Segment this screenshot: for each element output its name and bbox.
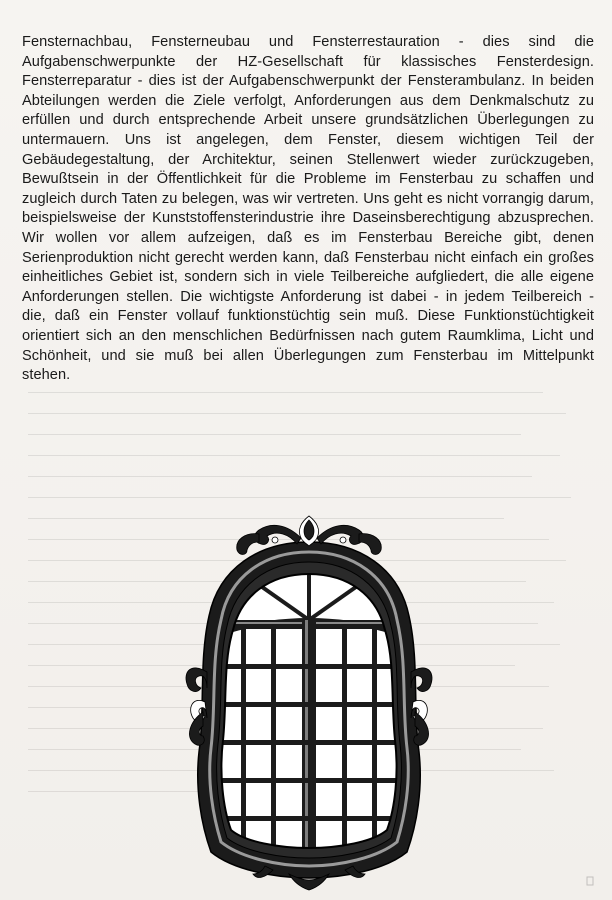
paragraph-line: Anforderungen stellen. Die wichtigste Anforderung ist dabei - in jedem Teilbereich -: [22, 288, 594, 305]
paragraph-line: Fensternachbau, Fensterneubau und Fensterrestauration - dies sind die: [22, 34, 594, 50]
paragraph-line: Wir wollen vor allem aufzeigen, daß es im Fensterbau Bereiche gibt, denen: [22, 229, 594, 246]
paragraph-line: erfüllen und durch entsprechende Arbeit unsere grundsätzlichen Überlegungen zu: [22, 112, 594, 129]
paragraph-line: stehen.: [22, 367, 71, 384]
paragraph-line: die, daß ein Fenster vollauf funktionstüchtig sein muß. Diese Funktionstüchtigkeit: [22, 308, 594, 325]
paragraph-line: Fensterreparatur - dies ist der Aufgabenschwerpunkt der Fensterambulanz. In beiden: [22, 73, 594, 90]
paragraph-line: Gebäudegestaltung, der Architektur, seinen Stellenwert wieder zurückzugeben,: [22, 151, 594, 168]
paragraph-line: Aufgabenschwerpunkte der HZ-Gesellschaft für klassisches Fensterdesign.: [22, 53, 594, 70]
paragraph-line: Bewußtsein in der Öffentlichkeit für die Probleme im Fensterbau zu schaffen und: [22, 171, 594, 188]
baroque-window-ornament: [183, 512, 435, 892]
paragraph-line: untermauern. Uns ist angelegen, dem Fenster, diesem wichtigen Teil der: [22, 131, 594, 148]
paragraph-line: Schönheit, und sie muß bei allen Überlegungen zum Fensterbau im Mittelpunkt: [22, 347, 594, 364]
paragraph-line: orientiert sich an den menschlichen Bedürfnissen nach gutem Raumklima, Licht und: [22, 327, 594, 344]
paragraph-line: einheitliches Gebiet ist, sondern sich in viele Teilbereiche aufgliedert, die alle eigene: [22, 269, 594, 286]
body-paragraph: [22, 33, 594, 386]
paragraph-line: beispielsweise der Kunststoffensterindustrie ihre Daseinsberechtigung abzusprechen.: [22, 210, 594, 227]
window-glass: [213, 567, 405, 860]
paragraph-line: zugleich durch Taten zu belegen, was wir vertreten. Uns geht es nicht vorrangig darum,: [22, 190, 594, 207]
page-corner-mark: [586, 876, 594, 886]
paragraph-line: Serienproduktion nicht gerecht werden kann, daß Fensterbau nicht einfach ein großes: [22, 249, 594, 266]
paragraph-line: Abteilungen werden die Ziele verfolgt, Anforderungen aus dem Denkmalschutz zu: [22, 92, 594, 109]
